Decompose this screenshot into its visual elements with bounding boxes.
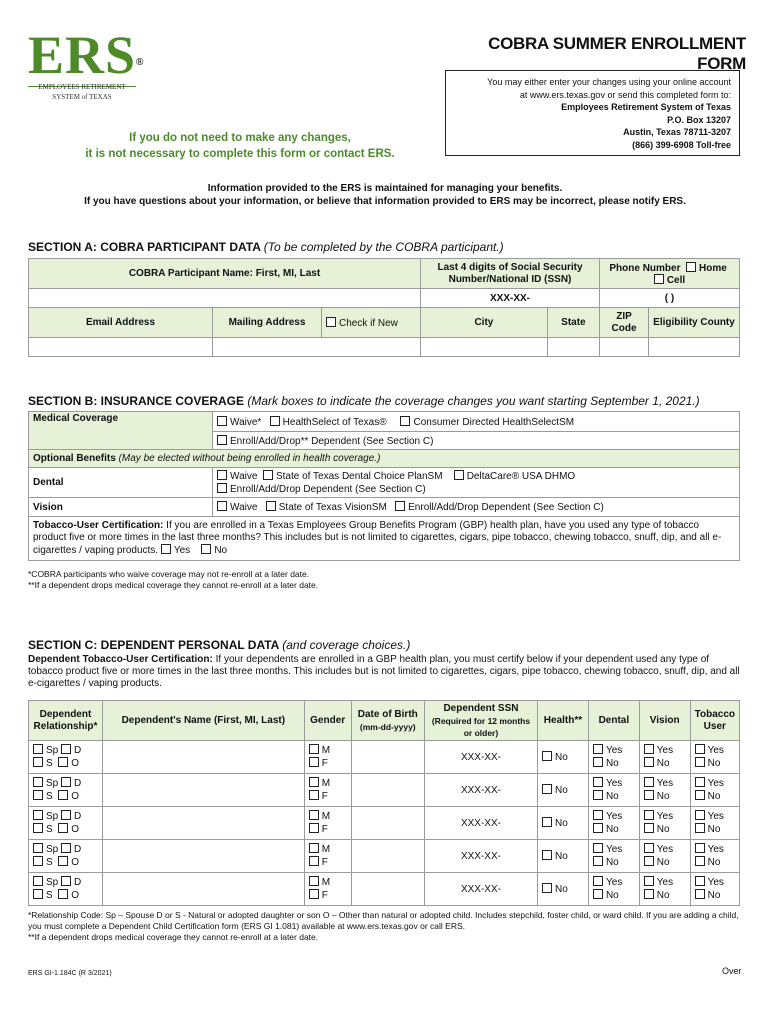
rel-d-checkbox[interactable] [61, 843, 71, 853]
dependent-row [29, 873, 740, 906]
rel-d-checkbox[interactable] [61, 876, 71, 886]
vision-cell: Yes No [639, 873, 690, 906]
tobacco-no-checkbox[interactable] [695, 856, 705, 866]
rel-o-checkbox[interactable] [58, 757, 68, 767]
dental-no-checkbox[interactable] [593, 823, 603, 833]
dental-label: Dental [29, 468, 213, 498]
dental-yes-checkbox[interactable] [593, 876, 603, 886]
tobacco-cell: Yes No [690, 774, 739, 807]
ssn-header: Last 4 digits of Social Security Number/National ID (SSN) [421, 259, 600, 289]
dependent-ssn-field[interactable]: XXX-XX- [424, 741, 537, 774]
dental-yes-checkbox[interactable] [593, 744, 603, 754]
tobacco-certification: Tobacco-User Certification: If you are enrolled in a Texas Employees Group Benefits Program (GBP) health plan, have you used any type of tobacco product five or more times in the last three months? This includes but is not limited to cigarettes, cigars, pipe tobacco, chewing tobacco, snuff, dip, and all e-cigarettes / vaping products. Yes No [29, 517, 740, 561]
logo-subtitle: EMPLOYEES RETIREMENT SYSTEM of TEXAS [38, 83, 126, 101]
rel-sp-checkbox[interactable] [33, 744, 43, 754]
participant-name-header: COBRA Participant Name: First, MI, Last [29, 259, 421, 289]
section-b-heading: SECTION B: INSURANCE COVERAGE (Mark boxes to indicate the coverage changes you want starting September 1, 2021.) [28, 394, 700, 408]
dob-field[interactable] [351, 873, 424, 906]
rel-s-checkbox[interactable] [33, 823, 43, 833]
tobacco-cell: Yes No [690, 807, 739, 840]
tobacco-no-checkbox[interactable] [695, 889, 705, 899]
dob-field[interactable] [351, 741, 424, 774]
dependents-table [28, 700, 740, 906]
gender-m-checkbox[interactable] [309, 876, 319, 886]
tobacco-no-checkbox[interactable] [695, 790, 705, 800]
gender-cell: M F [304, 840, 351, 873]
section-a-table [28, 258, 740, 357]
vision-cell: Yes No [639, 741, 690, 774]
section-c-heading: SECTION C: DEPENDENT PERSONAL DATA (and coverage choices.) [28, 638, 411, 652]
zip-field[interactable] [600, 338, 649, 357]
gender-f-checkbox[interactable] [309, 790, 319, 800]
phone-field[interactable]: ( ) [600, 289, 740, 308]
vision-cell: Yes No [639, 840, 690, 873]
vision-options: Waive State of Texas VisionSM Enroll/Add/Drop Dependent (See Section C) [213, 498, 740, 517]
rel-o-checkbox[interactable] [58, 889, 68, 899]
form-code: ERS GI-1.184C (R 3/2021) [28, 970, 112, 977]
dental-options: Waive State of Texas Dental Choice PlanSM DeltaCare® USA DHMO Enroll/Add/Drop Dependent (See Section C) [213, 468, 740, 498]
over-label: Over [722, 966, 742, 976]
eligibility-header: Eligibility County [649, 308, 740, 338]
city-header: City [421, 308, 548, 338]
vision-no-checkbox[interactable] [644, 790, 654, 800]
check-new-checkbox[interactable] [326, 317, 336, 327]
col-dependent-ssn: Dependent SSN (Required for 12 months or older) [424, 701, 537, 741]
dental-yes-checkbox[interactable] [593, 777, 603, 787]
mailing-field[interactable] [213, 338, 421, 357]
gender-m-checkbox[interactable] [309, 810, 319, 820]
medical-coverage-label: Medical Coverage [29, 412, 213, 450]
vision-no-checkbox[interactable] [644, 757, 654, 767]
vision-yes-checkbox[interactable] [644, 744, 654, 754]
rel-o-checkbox[interactable] [58, 856, 68, 866]
ssn-field[interactable]: XXX-XX- [421, 289, 600, 308]
section-a-heading: SECTION A: COBRA PARTICIPANT DATA (To be completed by the COBRA participant.) [28, 240, 504, 254]
city-field[interactable] [421, 338, 548, 357]
col-gender: Gender [304, 701, 351, 741]
dental-no-checkbox[interactable] [593, 889, 603, 899]
gender-f-checkbox[interactable] [309, 856, 319, 866]
rel-o-checkbox[interactable] [58, 790, 68, 800]
no-change-notice: If you do not need to make any changes, it is not necessary to complete this form or contact ERS. [85, 132, 395, 160]
tobacco-yes-checkbox[interactable] [695, 744, 705, 754]
vision-no-checkbox[interactable] [644, 889, 654, 899]
health-no-checkbox[interactable] [542, 784, 552, 794]
vision-cell: Yes No [639, 807, 690, 840]
cell-checkbox[interactable] [654, 274, 664, 284]
email-field[interactable] [29, 338, 213, 357]
vision-enroll-checkbox[interactable] [395, 501, 405, 511]
tobacco-yes-checkbox[interactable] [161, 544, 171, 554]
rel-d-checkbox[interactable] [61, 744, 71, 754]
section-b-table [28, 411, 740, 561]
dob-field[interactable] [351, 774, 424, 807]
relationship-cell: Sp D S O [29, 774, 103, 807]
col-vision: Vision [639, 701, 690, 741]
dependent-name-field[interactable] [102, 741, 304, 774]
rel-d-checkbox[interactable] [61, 810, 71, 820]
vision-no-checkbox[interactable] [644, 823, 654, 833]
dental-cell: Yes No [588, 774, 639, 807]
relationship-cell: Sp D S O [29, 873, 103, 906]
dependent-name-field[interactable] [102, 873, 304, 906]
deltacare-checkbox[interactable] [454, 470, 464, 480]
rel-s-checkbox[interactable] [33, 757, 43, 767]
gender-cell: M F [304, 807, 351, 840]
tobacco-cell: Yes No [690, 840, 739, 873]
dental-waive-checkbox[interactable] [217, 470, 227, 480]
check-new-cell: Check if New [322, 308, 421, 338]
rel-s-checkbox[interactable] [33, 856, 43, 866]
dental-enroll-checkbox[interactable] [217, 483, 227, 493]
dependent-row [29, 840, 740, 873]
rel-sp-checkbox[interactable] [33, 777, 43, 787]
health-no-checkbox[interactable] [542, 850, 552, 860]
vision-yes-checkbox[interactable] [644, 810, 654, 820]
dental-no-checkbox[interactable] [593, 856, 603, 866]
zip-header: ZIP Code [600, 308, 649, 338]
ers-logo: ERS® [28, 25, 145, 85]
gender-f-checkbox[interactable] [309, 889, 319, 899]
col-health: Health** [538, 701, 589, 741]
medical-options: Waive* HealthSelect of Texas® Consumer Directed HealthSelectSM [213, 412, 740, 432]
vision-waive-checkbox[interactable] [217, 501, 227, 511]
dental-no-checkbox[interactable] [593, 757, 603, 767]
health-cell: No [538, 840, 589, 873]
health-no-checkbox[interactable] [542, 817, 552, 827]
tobacco-yes-checkbox[interactable] [695, 843, 705, 853]
gender-cell: M F [304, 741, 351, 774]
dependent-name-field[interactable] [102, 807, 304, 840]
health-cell: No [538, 741, 589, 774]
gender-m-checkbox[interactable] [309, 777, 319, 787]
dental-cell: Yes No [588, 807, 639, 840]
dependent-row [29, 807, 740, 840]
section-c-footnotes: *Relationship Code: Sp – Spouse D or S - Natural or adopted daughter or son O – Other than natural or adopted child. Includes stepchild, foster child, or ward child. If you are adding a child, you must complete a Dependent Child Certification form (ERS GI 1.081) available at www.ers.texas.gov or call ERS. **If a dependent drops medical coverage they cannot re-enroll at a later date. [28, 910, 739, 942]
state-field[interactable] [547, 338, 599, 357]
vision-yes-checkbox[interactable] [644, 843, 654, 853]
dental-yes-checkbox[interactable] [593, 843, 603, 853]
medical-enroll-row: Enroll/Add/Drop** Dependent (See Section C) [213, 432, 740, 450]
rel-sp-checkbox[interactable] [33, 843, 43, 853]
dependent-ssn-field[interactable]: XXX-XX- [424, 873, 537, 906]
col-tobacco: Tobacco User [690, 701, 739, 741]
dependent-ssn-field[interactable]: XXX-XX- [424, 774, 537, 807]
tobacco-cell: Yes No [690, 873, 739, 906]
info-notice: Information provided to the ERS is maintained for managing your benefits. If you have questions about your information, or believe that information provided to ERS may be incorrect, please notify ERS. [84, 183, 686, 207]
gender-cell: M F [304, 873, 351, 906]
relationship-cell: Sp D S O [29, 807, 103, 840]
email-header: Email Address [29, 308, 213, 338]
health-cell: No [538, 774, 589, 807]
tobacco-yes-checkbox[interactable] [695, 810, 705, 820]
dob-field[interactable] [351, 840, 424, 873]
section-b-footnotes: *COBRA participants who waive coverage may not re-enroll at a later date. **If a dependent drops medical coverage they cannot re-enroll at a later date. [28, 569, 319, 590]
col-dental: Dental [588, 701, 639, 741]
cdhp-checkbox[interactable] [400, 416, 410, 426]
tobacco-yes-checkbox[interactable] [695, 777, 705, 787]
col-dependent-name: Dependent's Name (First, MI, Last) [102, 701, 304, 741]
tobacco-yes-checkbox[interactable] [695, 876, 705, 886]
dependent-row [29, 741, 740, 774]
phone-header: Phone Number Home Cell [600, 259, 740, 289]
healthselect-checkbox[interactable] [270, 416, 280, 426]
rel-s-checkbox[interactable] [33, 790, 43, 800]
gender-m-checkbox[interactable] [309, 843, 319, 853]
vision-yes-checkbox[interactable] [644, 876, 654, 886]
vision-plan-checkbox[interactable] [266, 501, 276, 511]
state-header: State [547, 308, 599, 338]
dob-field[interactable] [351, 807, 424, 840]
rel-d-checkbox[interactable] [61, 777, 71, 787]
optional-benefits-header: Optional Benefits (May be elected without being enrolled in health coverage.) [29, 450, 740, 468]
health-cell: No [538, 807, 589, 840]
dependent-name-field[interactable] [102, 840, 304, 873]
dental-choice-checkbox[interactable] [263, 470, 273, 480]
tobacco-no-checkbox[interactable] [201, 544, 211, 554]
vision-cell: Yes No [639, 774, 690, 807]
vision-no-checkbox[interactable] [644, 856, 654, 866]
rel-sp-checkbox[interactable] [33, 810, 43, 820]
dental-cell: Yes No [588, 873, 639, 906]
mailing-header: Mailing Address [213, 308, 322, 338]
home-checkbox[interactable] [686, 262, 696, 272]
gender-f-checkbox[interactable] [309, 757, 319, 767]
rel-sp-checkbox[interactable] [33, 876, 43, 886]
tobacco-no-checkbox[interactable] [695, 757, 705, 767]
gender-m-checkbox[interactable] [309, 744, 319, 754]
participant-name-field[interactable] [29, 289, 421, 308]
vision-label: Vision [29, 498, 213, 517]
tobacco-no-checkbox[interactable] [695, 823, 705, 833]
vision-yes-checkbox[interactable] [644, 777, 654, 787]
relationship-cell: Sp D S O [29, 840, 103, 873]
gender-f-checkbox[interactable] [309, 823, 319, 833]
col-relationship: Dependent Relationship* [29, 701, 103, 741]
dependent-tobacco-text: Dependent Tobacco-User Certification: If your dependents are enrolled in a GBP health plan, you must certify below if your dependent used any type of tobacco product five or more times in the last three months. This includes but is not limited to cigarettes, cigars, pipe tobacco, chewing tobacco, snuff, dip, and all e-cigarettes / vaping products. [28, 654, 740, 689]
medical-enroll-checkbox[interactable] [217, 435, 227, 445]
form-title: COBRA SUMMER ENROLLMENT FORM [488, 34, 746, 73]
rel-s-checkbox[interactable] [33, 889, 43, 899]
relationship-cell: Sp D S O [29, 741, 103, 774]
mailing-instructions-box: You may either enter your changes using your online account at www.ers.texas.gov or send this completed form to: Employees Retirement System of Texas P.O. Box 13207 Austin, Texas 78711-3207 (866) 399-6908 Toll-free [445, 70, 740, 156]
rel-o-checkbox[interactable] [58, 823, 68, 833]
dental-cell: Yes No [588, 741, 639, 774]
gender-cell: M F [304, 774, 351, 807]
dependent-name-field[interactable] [102, 774, 304, 807]
col-dob: Date of Birth (mm-dd-yyyy) [351, 701, 424, 741]
health-cell: No [538, 873, 589, 906]
dependent-ssn-field[interactable]: XXX-XX- [424, 840, 537, 873]
health-no-checkbox[interactable] [542, 883, 552, 893]
dependent-row [29, 774, 740, 807]
dental-cell: Yes No [588, 840, 639, 873]
medical-waive-checkbox[interactable] [217, 416, 227, 426]
dental-no-checkbox[interactable] [593, 790, 603, 800]
tobacco-cell: Yes No [690, 741, 739, 774]
dependent-ssn-field[interactable]: XXX-XX- [424, 807, 537, 840]
health-no-checkbox[interactable] [542, 751, 552, 761]
dental-yes-checkbox[interactable] [593, 810, 603, 820]
eligibility-field[interactable] [649, 338, 740, 357]
